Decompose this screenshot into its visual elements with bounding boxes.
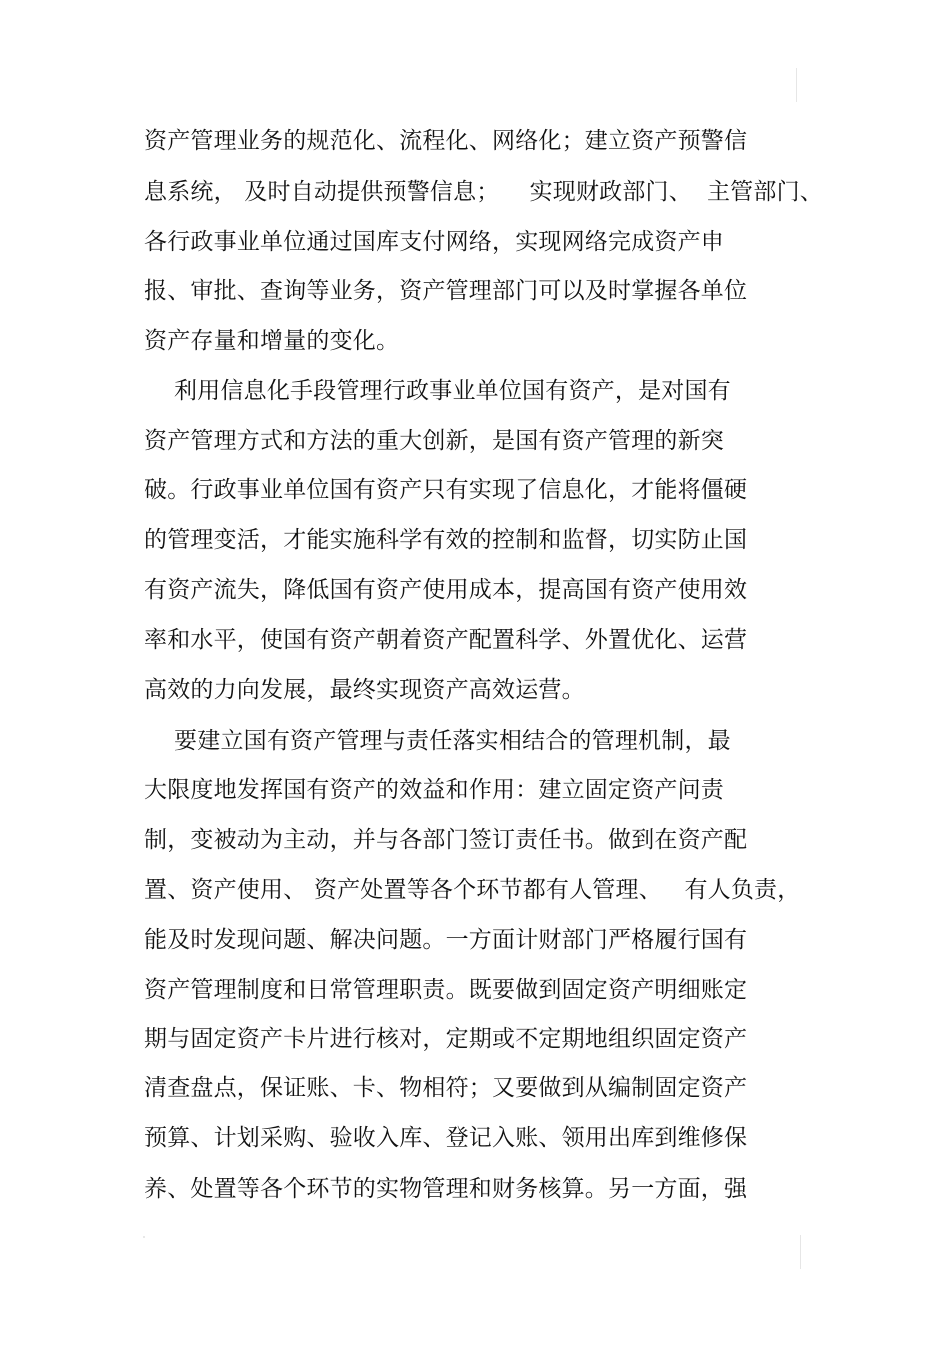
- text-line: 率和水平，使国有资产朝着资产配置科学、外置优化、运营: [144, 627, 748, 653]
- text-line: 制，变被动为主动，并与各部门签订责任书。做到在资产配: [144, 827, 748, 853]
- text-line: 要建立国有资产管理与责任落实相结合的管理机制，最: [144, 728, 731, 754]
- margin-mark: [143, 1236, 145, 1238]
- text-line: 预算、计划采购、验收入库、登记入账、领用出库到维修保: [144, 1125, 748, 1151]
- text-line: 能及时发现问题、解决问题。一方面计财部门严格履行国有: [144, 927, 748, 953]
- text-line: 报、审批、查询等业务，资产管理部门可以及时掌握各单位: [144, 278, 748, 304]
- text-line: 养、处置等各个环节的实物管理和财务核算。另一方面，强: [144, 1176, 748, 1202]
- text-line: 各行政事业单位通过国库支付网络，实现网络完成资产申: [144, 229, 724, 255]
- text-line: 利用信息化手段管理行政事业单位国有资产，是对国有: [144, 378, 731, 404]
- text-line: 资产管理业务的规范化、流程化、网络化；建立资产预警信: [144, 128, 748, 154]
- text-line: 高效的力向发展，最终实现资产高效运营。: [144, 677, 585, 703]
- text-line: 大限度地发挥国有资产的效益和作用：建立固定资产问责: [144, 777, 724, 803]
- text-line: 置、资产使用、 资产处置等各个环节都有人管理、 有人负责，: [144, 877, 801, 903]
- text-line: 资产存量和增量的变化。: [144, 328, 400, 354]
- text-line: 资产管理方式和方法的重大创新，是国有资产管理的新突: [144, 428, 724, 454]
- text-line: 清查盘点，保证账、卡、物相符；又要做到从编制固定资产: [144, 1075, 748, 1101]
- text-line: 资产管理制度和日常管理职责。既要做到固定资产明细账定: [144, 977, 748, 1003]
- text-line: 的管理变活，才能实施科学有效的控制和监督，切实防止国: [144, 527, 748, 553]
- top-margin-rule: [796, 68, 797, 102]
- text-line: 期与固定资产卡片进行核对，定期或不定期地组织固定资产: [144, 1026, 748, 1052]
- text-line: 息系统， 及时自动提供预警信息； 实现财政部门、 主管部门、: [144, 179, 823, 205]
- text-line: 有资产流失，降低国有资产使用成本，提高国有资产使用效: [144, 577, 748, 603]
- bottom-margin-rule: [800, 1235, 801, 1269]
- text-line: 破。行政事业单位国有资产只有实现了信息化，才能将僵硬: [144, 477, 748, 503]
